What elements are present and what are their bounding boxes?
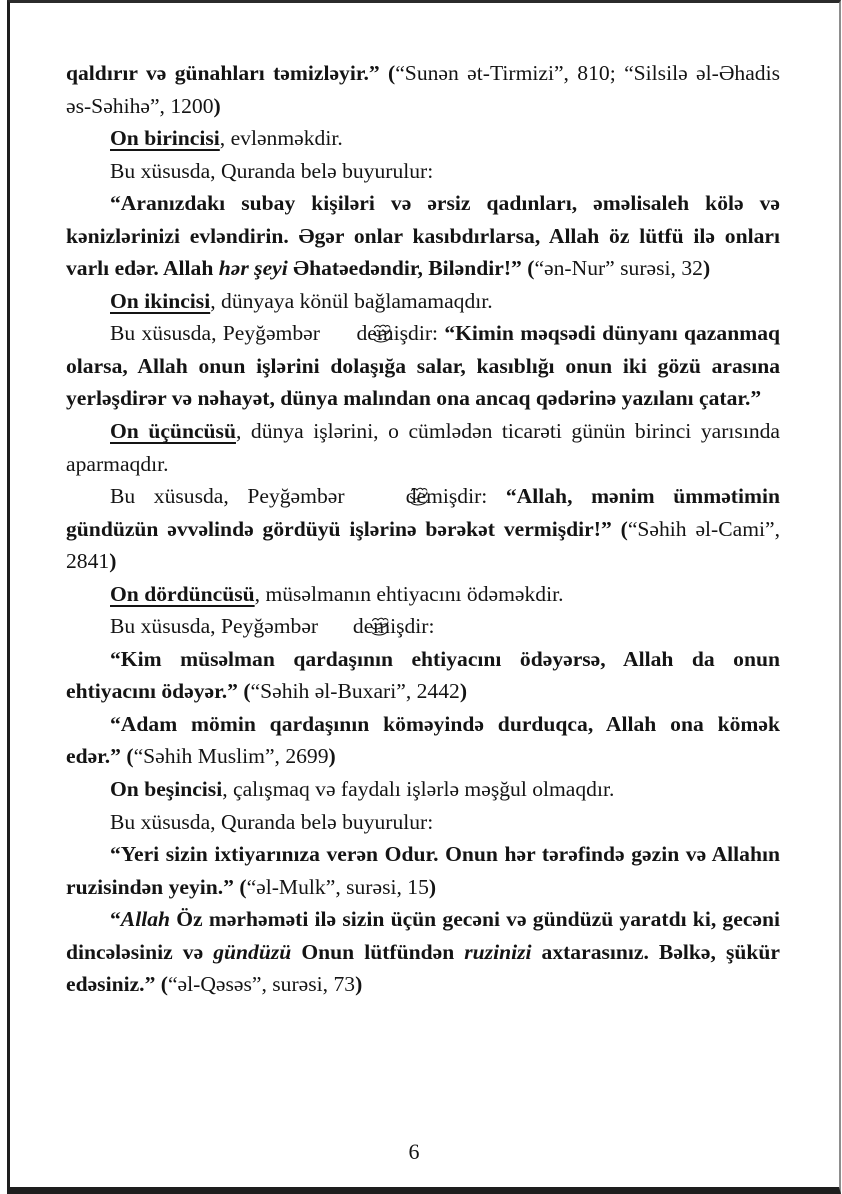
paragraph: qaldırır və günahları təmizləyir.” (“Sunən ət-Tirmizi”, 810; “Silsilə əl-Əhadis əs-Səhihə”, 1200) [66,61,780,118]
paragraph: On birincisi, evlənməkdir. [110,126,343,151]
paragraph: On dördüncüsü, müsəlmanın ehtiyacını ödəməkdir. [110,581,564,606]
paragraph: On üçüncüsü, dünya işlərini, o cümlədən ticarəti günün birinci yarısında aparmaqdır. [66,419,780,476]
pbuh-calligraphy-icon [364,484,386,508]
pbuh-calligraphy-icon [327,321,349,345]
paragraph: “Allah Öz mərhəməti ilə sizin üçün gecəni və gündüzü yaratdı ki, gecəni dincələsiniz və gündüzü Onun lütfündən ruzinizi axtarasınız. Bəlkə, şükür edəsiniz.” (“əl-Qəsəs”, surəsi, 73) [66,907,780,997]
paragraph: Bu xüsusda, Peyğəmbər demişdir: [110,614,435,639]
text-block [66,57,780,1001]
paragraph: On ikincisi, dünyaya könül bağlamamaqdır. [110,288,493,313]
paragraph: On beşincisi, çalışmaq və faydalı işlərlə məşğul olmaqdır. [110,777,615,802]
pbuh-calligraphy-icon [325,614,347,638]
paragraph: Bu xüsusda, Quranda belə buyurulur: [110,809,434,834]
paragraph: Bu xüsusda, Peyğəmbər demişdir: “Kimin məqsədi dünyanı qazanmaq olarsa, Allah onun işlərini dolaşığa salar, kasıblığı onun iki gözü arasına yerləşdirər və nəhayət, dünya malından ona ancaq qədərinə yazılanı çatar.” [66,321,780,411]
paragraph: Bu xüsusda, Quranda belə buyurulur: [110,158,434,183]
paragraph: Bu xüsusda, Peyğəmbər demişdir: “Allah, mənim ümmətimin gündüzün əvvəlində gördüyü işlərinə bərəkət vermişdir!” (“Səhih əl-Cami”, 2841) [66,484,780,574]
paragraph: “Aranızdakı subay kişiləri və ərsiz qadınları, əməlisaleh kölə və kənizlərinizi evləndirin. Əgər onlar kasıbdırlarsa, Allah öz lütfü ilə onları varlı edər. Allah hər şeyi Əhatəedəndir, Biləndir!” (“ən-Nur” surəsi, 32) [66,191,780,281]
paragraph: “Kim müsəlman qardaşının ehtiyacını ödəyərsə, Allah da onun ehtiyacını ödəyər.” (“Səhih əl-Buxari”, 2442) [66,646,780,704]
paragraph: “Yeri sizin ixtiyarınıza verən Odur. Onun hər tərəfində gəzin və Allahın ruzisindən yeyin.” (“əl-Mulk”, surəsi, 15) [66,842,780,899]
page-number: 6 [408,1139,420,1164]
paragraph: “Adam mömin qardaşının köməyində durduqca, Allah ona kömək edər.” (“Səhih Muslim”, 2699) [66,711,780,769]
